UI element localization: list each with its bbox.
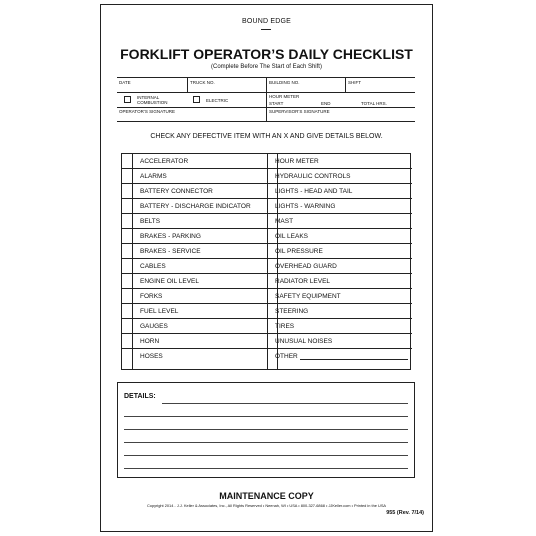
checklist-item-label: BATTERY CONNECTOR <box>140 188 213 195</box>
checklist-row[interactable] <box>122 334 267 349</box>
checklist-item-label: ALARMS <box>140 173 167 180</box>
checklist-item-label: LIGHTS - WARNING <box>275 203 336 210</box>
checklist-row[interactable] <box>267 349 412 364</box>
truck-no-field-label: TRUCK NO. <box>190 80 215 85</box>
defect-checkbox[interactable] <box>122 259 132 274</box>
info-divider <box>345 78 346 92</box>
checklist-item-label: BRAKES - SERVICE <box>140 248 201 255</box>
checklist-item-label: RADIATOR LEVEL <box>275 278 331 285</box>
checklist-row[interactable] <box>267 304 412 319</box>
checklist-item-label: TIRES <box>275 323 295 330</box>
checklist-item-label: HORN <box>140 338 160 345</box>
defect-checkbox[interactable] <box>122 199 132 214</box>
form-number: 955 (Rev. 7/14) <box>386 510 424 516</box>
checklist-row[interactable] <box>267 154 412 169</box>
checklist-item-label: HOSES <box>140 353 163 360</box>
operator-signature-label: OPERATOR’S SIGNATURE <box>119 109 176 114</box>
checklist-row[interactable] <box>122 229 267 244</box>
date-field-label: DATE <box>119 80 131 85</box>
checklist-row[interactable] <box>122 244 267 259</box>
checklist-item-label: BELTS <box>140 218 161 225</box>
checklist-row[interactable] <box>267 169 412 184</box>
defect-checkbox[interactable] <box>122 349 132 364</box>
checklist-item-label: ENGINE OIL LEVEL <box>140 278 200 285</box>
checklist-row[interactable] <box>267 214 412 229</box>
checklist-row[interactable] <box>267 274 412 289</box>
checklist-row[interactable] <box>267 229 412 244</box>
checklist-row[interactable] <box>122 289 267 304</box>
checklist-row[interactable] <box>267 184 412 199</box>
checklist-item-label: HYDRAULIC CONTROLS <box>275 173 351 180</box>
checklist-item-label: GAUGES <box>140 323 168 330</box>
checklist-item-label: MAST <box>275 218 294 225</box>
hour-meter-label: HOUR METER <box>269 94 300 99</box>
copyright-text: Copyright 2014 - J.J. Keller & Associates, Inc., All Rights Reserved • Neenah, WI • USA • 800-327-6868 • JJKeller.com • Printed in the USA <box>146 503 387 508</box>
electric-checkbox[interactable] <box>193 96 200 103</box>
checklist-row[interactable] <box>122 274 267 289</box>
checklist-item-label: OVERHEAD GUARD <box>275 263 337 270</box>
checklist-row[interactable] <box>267 244 412 259</box>
checklist-row[interactable] <box>122 304 267 319</box>
checklist-row[interactable] <box>122 259 267 274</box>
internal-combustion-label: INTERNAL COMBUSTION <box>137 95 168 105</box>
info-divider <box>187 78 188 92</box>
checklist-item-label: LIGHTS - HEAD AND TAIL <box>275 188 353 195</box>
checklist-row[interactable] <box>267 319 412 334</box>
checklist-row[interactable] <box>122 214 267 229</box>
details-label: DETAILS: <box>124 393 156 400</box>
checklist-item-label: OTHER <box>275 353 298 360</box>
checklist-row[interactable] <box>267 289 412 304</box>
checklist-item-label: SAFETY EQUIPMENT <box>275 293 341 300</box>
checklist-item-label: FUEL LEVEL <box>140 308 179 315</box>
details-box[interactable] <box>117 382 415 478</box>
details-write-line[interactable] <box>124 468 408 469</box>
electric-label: ELECTRIC <box>206 98 229 103</box>
building-no-field-label: BUILDING NO. <box>269 80 300 85</box>
shift-field-label: SHIFT <box>348 80 361 85</box>
checklist-row[interactable] <box>122 199 267 214</box>
details-write-line[interactable] <box>124 416 408 417</box>
checklist-item-label: FORKS <box>140 293 163 300</box>
bound-edge-mark <box>261 29 271 30</box>
checklist-row[interactable] <box>267 334 412 349</box>
checklist-row[interactable] <box>122 319 267 334</box>
checklist-item-label: BATTERY - DISCHARGE INDICATOR <box>140 203 251 210</box>
details-write-line[interactable] <box>124 429 408 430</box>
defect-checkbox[interactable] <box>122 274 132 289</box>
checklist-item-label: HOUR METER <box>275 158 319 165</box>
defect-checkbox[interactable] <box>122 214 132 229</box>
hour-meter-start-label: START <box>269 101 284 106</box>
hour-meter-end-label: END <box>321 101 331 106</box>
checklist-grid <box>121 153 411 370</box>
checklist-item-label: OIL LEAKS <box>275 233 308 240</box>
details-write-line[interactable] <box>124 455 408 456</box>
copy-type-label: MAINTENANCE COPY <box>219 491 314 501</box>
defect-checkbox[interactable] <box>122 289 132 304</box>
checklist-item-label: STEERING <box>275 308 309 315</box>
instruction-text: CHECK ANY DEFECTIVE ITEM WITH AN X AND GIVE DETAILS BELOW. <box>150 133 383 140</box>
details-write-line[interactable] <box>124 442 408 443</box>
checklist-row[interactable] <box>267 199 412 214</box>
checklist-item-label: CABLES <box>140 263 166 270</box>
supervisor-signature-label: SUPERVISOR’S SIGNATURE <box>269 109 330 114</box>
defect-checkbox[interactable] <box>122 244 132 259</box>
bound-edge-label: BOUND EDGE <box>241 18 292 25</box>
defect-checkbox[interactable] <box>122 154 132 169</box>
defect-checkbox[interactable] <box>122 304 132 319</box>
details-write-line[interactable] <box>162 403 408 404</box>
checklist-row[interactable] <box>122 154 267 169</box>
form-title: FORKLIFT OPERATOR’S DAILY CHECKLIST <box>120 46 413 62</box>
checklist-item-label: BRAKES - PARKING <box>140 233 201 240</box>
form-subtitle: (Complete Before The Start of Each Shift) <box>211 64 322 70</box>
internal-combustion-checkbox[interactable] <box>124 96 131 103</box>
other-write-in-line[interactable] <box>300 359 408 360</box>
total-hours-label: TOTAL HRS. <box>361 101 387 106</box>
defect-checkbox[interactable] <box>122 169 132 184</box>
info-section <box>117 77 415 122</box>
checklist-form <box>100 4 433 532</box>
defect-checkbox[interactable] <box>122 229 132 244</box>
defect-checkbox[interactable] <box>122 184 132 199</box>
checklist-row[interactable] <box>122 349 267 364</box>
checklist-item-label: OIL PRESSURE <box>275 248 323 255</box>
info-divider <box>266 78 267 121</box>
defect-checkbox[interactable] <box>122 334 132 349</box>
checklist-row[interactable] <box>267 259 412 274</box>
defect-checkbox[interactable] <box>122 319 132 334</box>
checklist-item-label: UNUSUAL NOISES <box>275 338 333 345</box>
checklist-item-label: ACCELERATOR <box>140 158 189 165</box>
checklist-row[interactable] <box>122 184 267 199</box>
checklist-row[interactable] <box>122 169 267 184</box>
